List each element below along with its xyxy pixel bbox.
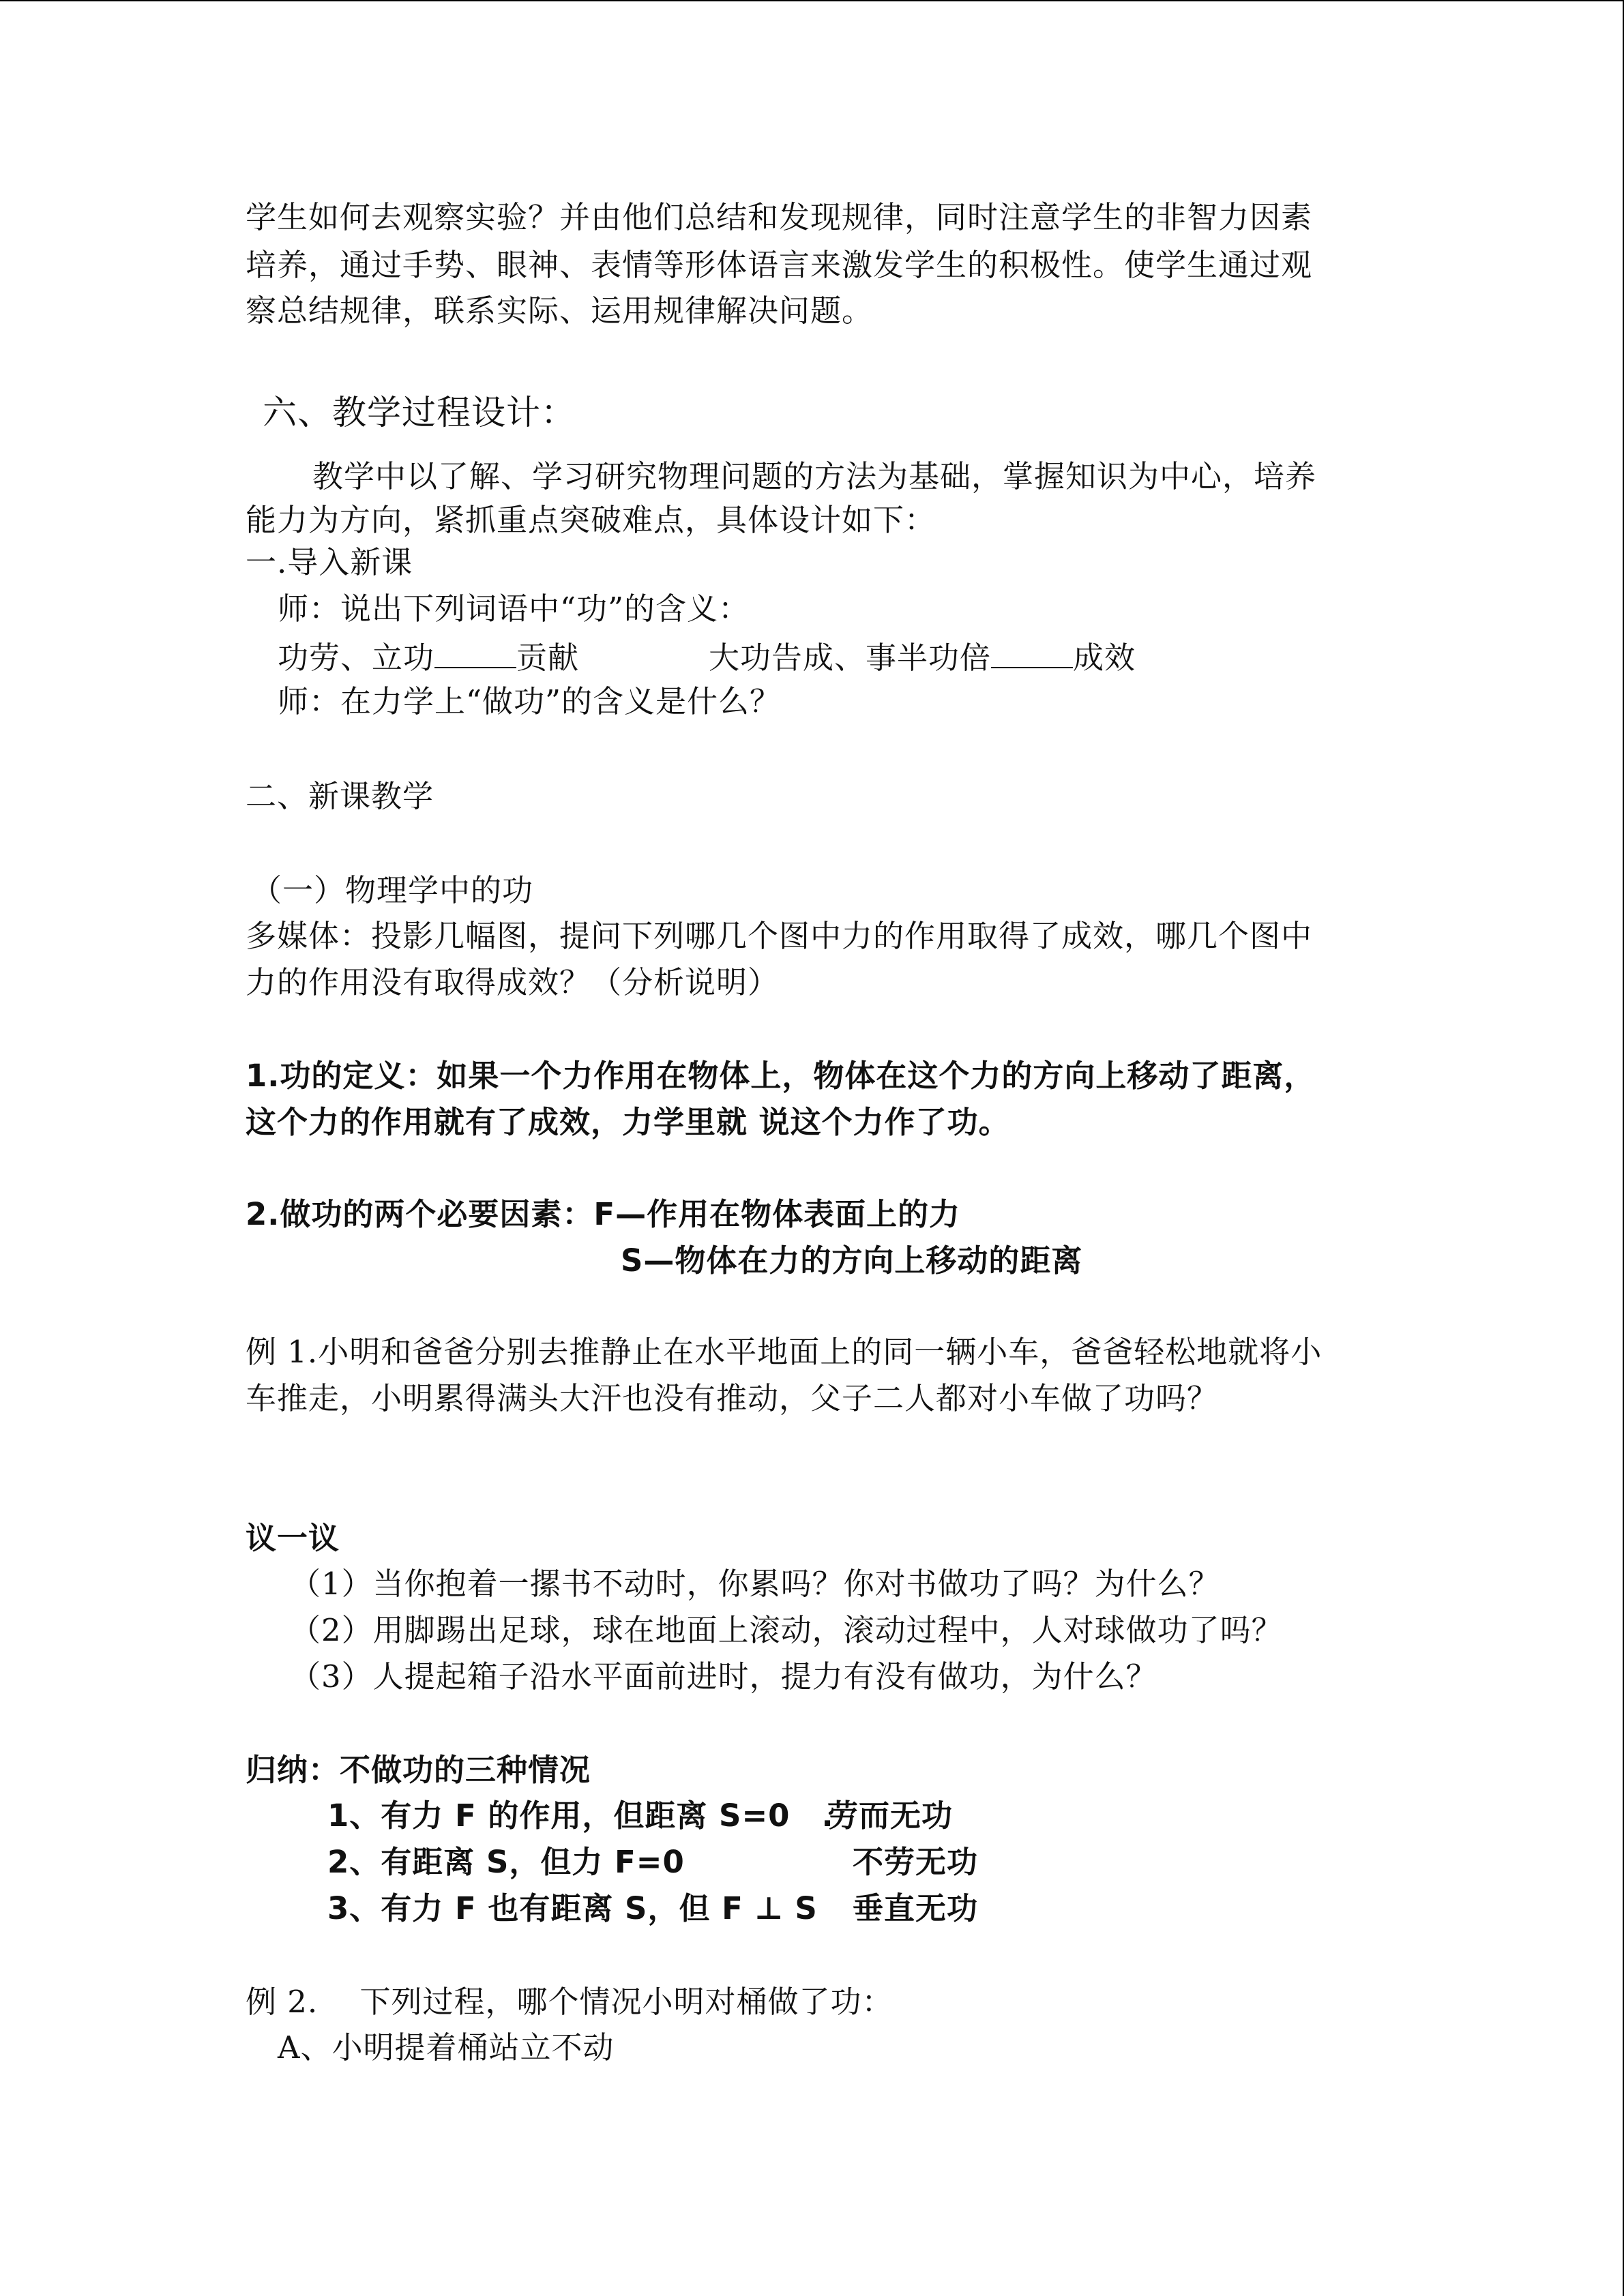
word-list-line [278,640,1136,676]
definition-line-2: 这个力的作用就有了成效，力学里就 说这个力作了功。 [246,1104,1010,1140]
example-1-line-1: 例 1.小明和爸爸分别去推静止在水平地面上的同一辆小车，爸爸轻松地就将小 [246,1334,1323,1370]
summary-item-3-right: 垂直无功 [853,1890,979,1926]
summary-item-1-left: 1、有力 F 的作用，但距离 S=0 . [327,1798,834,1834]
words-a: 功劳、立功 [278,640,435,676]
part-2-title: 二、新课教学 [246,778,434,814]
example-2-title: 例 2. 下列过程，哪个情况小明对桶做了功： [246,1984,894,2020]
factors-line-1: 2.做功的两个必要因素：F—作用在物体表面上的力 [246,1196,961,1232]
factors-line-2: S—物体在力的方向上移动的距离 [621,1242,1083,1279]
discuss-item-2: （2）用脚踢出足球，球在地面上滚动，滚动过程中，人对球做功了吗？ [290,1612,1283,1648]
example-1-line-2: 车推走，小明累得满头大汗也没有推动，父子二人都对小车做了功吗？ [246,1380,1219,1416]
words-c: 大功告成、事半功倍 [709,640,992,676]
summary-item-1-right: 劳而无功 [827,1798,954,1834]
section-6-para-line-1: 教学中以了解、学习研究物理问题的方法为基础，掌握知识为中心，培养 [312,458,1317,494]
blank-1 [434,640,516,668]
intro-line-3: 察总结规律，联系实际、运用规律解决问题。 [246,293,874,329]
words-d: 成效 [1073,640,1136,676]
words-b: 贡献 [516,640,580,676]
summary-title: 归纳：不做功的三种情况 [246,1752,591,1788]
discuss-title: 议一议 [246,1520,340,1556]
question-2: 师：在力学上“做功”的含义是什么？ [278,683,782,719]
definition-line-1: 1.功的定义：如果一个力作用在物体上，物体在这个力的方向上移动了距离， [246,1058,1316,1094]
summary-item-2-right: 不劳无功 [853,1844,979,1880]
summary-item-3-left: 3、有力 F 也有距离 S，但 F ⊥ S [327,1890,818,1926]
media-line-2: 力的作用没有取得成效？（分析说明） [246,964,780,1000]
summary-item-2-left: 2、有距离 S，但力 F=0 [327,1844,685,1880]
discuss-item-3: （3）人提起箱子沿水平面前进时，提力有没有做功，为什么？ [290,1658,1157,1695]
section-6-title: 六、教学过程设计： [263,393,576,432]
section-6-para-line-2: 能力为方向，紧抓重点突破难点，具体设计如下： [246,502,936,538]
blank-2 [991,640,1073,668]
media-line-1: 多媒体：投影几幅图，提问下列哪几个图中力的作用取得了成效，哪几个图中 [246,918,1313,954]
intro-line-2: 培养，通过手势、眼神、表情等形体语言来激发学生的积极性。使学生通过观 [246,247,1313,283]
question-1: 师：说出下列词语中“功”的含义： [278,591,750,627]
discuss-item-1: （1）当你抱着一摞书不动时，你累吗？你对书做功了吗？为什么？ [290,1566,1220,1602]
intro-line-1: 学生如何去观察实验？并由他们总结和发现规律，同时注意学生的非智力因素 [246,199,1313,235]
part-1-title: 一.导入新课 [246,544,413,580]
example-2-option-a: A、小明提着桶站立不动 [278,2029,615,2066]
subsection-1-title: （一）物理学中的功 [251,872,534,908]
